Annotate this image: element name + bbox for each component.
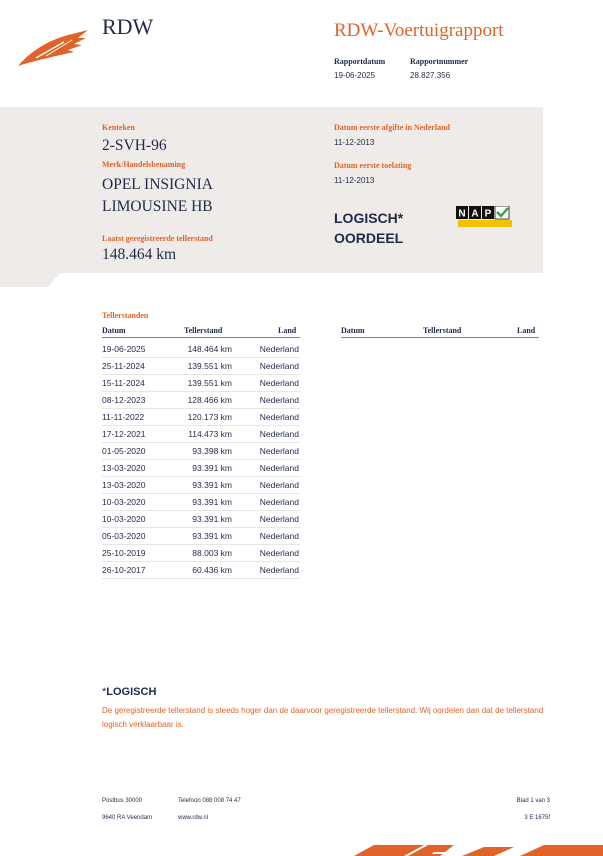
reading-date: 13-03-2020 bbox=[102, 463, 146, 473]
reading-date: 25-10-2019 bbox=[102, 548, 146, 558]
reading-country: Nederland bbox=[259, 480, 299, 490]
nap-letter-n: N bbox=[458, 208, 466, 220]
report-date-label: Rapportdatum bbox=[334, 57, 386, 66]
table-row bbox=[102, 476, 300, 494]
col-country-header-right: Land bbox=[517, 326, 536, 335]
table-row bbox=[102, 527, 300, 545]
verdict-line1: LOGISCH* bbox=[334, 210, 404, 226]
table-row bbox=[102, 374, 300, 392]
footer-phone: Telefoon 088 008 74 47 bbox=[178, 798, 241, 804]
table-row bbox=[102, 510, 300, 528]
note-text: De geregistreerde tellerstand is steeds hoger dan de daarvoor geregistreerde tellerstand. Wij oordelen dan dat de tellerstand logisch verklaarbaar is. bbox=[102, 706, 544, 729]
reading-country: Nederland bbox=[259, 429, 299, 439]
reading-country: Nederland bbox=[259, 378, 299, 388]
reading-country: Nederland bbox=[259, 514, 299, 524]
table-row bbox=[102, 425, 300, 443]
note-star: * bbox=[102, 686, 107, 698]
reading-country: Nederland bbox=[259, 446, 299, 456]
nap-logo-icon bbox=[456, 206, 514, 228]
reading-odometer: 139.551 km bbox=[187, 361, 232, 371]
report-number: 28.827.356 bbox=[410, 71, 451, 80]
plate-value: 2-SVH-96 bbox=[102, 137, 167, 154]
last-odometer-label: Laatst geregistreerde tellerstand bbox=[102, 234, 213, 243]
vehicle-summary-band bbox=[0, 107, 543, 273]
reading-odometer: 93.391 km bbox=[192, 497, 232, 507]
table-row bbox=[102, 459, 300, 477]
nap-letter-a: A bbox=[471, 208, 479, 220]
table-row bbox=[102, 544, 300, 562]
table-row bbox=[102, 391, 300, 409]
table-row bbox=[102, 442, 300, 460]
reading-country: Nederland bbox=[259, 395, 299, 405]
reading-odometer: 93.391 km bbox=[192, 514, 232, 524]
brand-name: RDW bbox=[102, 14, 154, 39]
reading-odometer: 114.473 km bbox=[188, 429, 232, 439]
table-row bbox=[102, 340, 300, 358]
footer-stripes-icon bbox=[344, 843, 603, 856]
reading-date: 17-12-2021 bbox=[102, 429, 146, 439]
col-country-header: Land bbox=[278, 326, 297, 335]
footer-web[interactable]: www.rdw.nl bbox=[178, 815, 209, 821]
make-value-line1: OPEL INSIGNIA bbox=[102, 176, 213, 193]
table-row bbox=[102, 561, 300, 579]
col-date-header-right: Datum bbox=[341, 326, 365, 335]
reading-country: Nederland bbox=[259, 565, 299, 575]
readings-title: Tellerstanden bbox=[102, 311, 149, 320]
reading-odometer: 93.391 km bbox=[192, 480, 232, 490]
reading-odometer: 148.464 km bbox=[187, 344, 232, 354]
header-rule-left bbox=[102, 337, 300, 338]
note-title bbox=[102, 686, 156, 698]
col-date-header: Datum bbox=[102, 326, 126, 335]
footer-address-line2: 9640 RA Veendam bbox=[102, 815, 153, 821]
footer-code: 3 E 1675f bbox=[524, 815, 550, 821]
note-title-text: LOGISCH bbox=[106, 686, 157, 698]
reading-date: 01-05-2020 bbox=[102, 446, 146, 456]
reading-odometer: 93.398 km bbox=[192, 446, 232, 456]
reading-date: 11-11-2022 bbox=[102, 412, 145, 422]
reading-country: Nederland bbox=[259, 531, 299, 541]
reading-odometer: 93.391 km bbox=[192, 463, 232, 473]
first-admission-value: 11-12-2013 bbox=[334, 176, 375, 185]
footer-address-line1: Postbus 30000 bbox=[102, 798, 143, 804]
reading-country: Nederland bbox=[259, 361, 299, 371]
report-date: 19-06-2025 bbox=[334, 71, 375, 80]
report-title: RDW-Voertuigrapport bbox=[334, 20, 504, 41]
reading-odometer: 88.003 km bbox=[192, 548, 232, 558]
footer-page: Blad 1 van 3 bbox=[516, 798, 550, 804]
first-nl-value: 11-12-2013 bbox=[334, 138, 375, 147]
header-rule-right bbox=[341, 337, 539, 338]
reading-country: Nederland bbox=[259, 463, 299, 473]
rdw-logo-icon bbox=[16, 28, 90, 68]
first-nl-label: Datum eerste afgifte in Nederland bbox=[334, 123, 450, 132]
table-row bbox=[102, 493, 300, 511]
table-row bbox=[102, 408, 300, 426]
reading-date: 13-03-2020 bbox=[102, 480, 146, 490]
last-odometer-value: 148.464 km bbox=[102, 246, 177, 263]
reading-country: Nederland bbox=[259, 548, 299, 558]
report-number-label: Rapportnummer bbox=[410, 57, 469, 66]
verdict-line2: OORDEEL bbox=[334, 230, 404, 246]
reading-date: 05-03-2020 bbox=[102, 531, 146, 541]
make-label: Merk/Handelsbenaming bbox=[102, 160, 186, 169]
col-odometer-header-right: Tellerstand bbox=[423, 326, 462, 335]
col-odometer-header: Tellerstand bbox=[184, 326, 223, 335]
nap-letter-p: P bbox=[484, 208, 492, 220]
reading-date: 15-11-2024 bbox=[102, 378, 145, 388]
reading-odometer: 120.173 km bbox=[187, 412, 232, 422]
first-admission-label: Datum eerste toelating bbox=[334, 161, 412, 170]
reading-country: Nederland bbox=[259, 412, 299, 422]
reading-odometer: 139.551 km bbox=[187, 378, 232, 388]
reading-country: Nederland bbox=[259, 497, 299, 507]
reading-date: 25-11-2024 bbox=[102, 361, 145, 371]
reading-date: 10-03-2020 bbox=[102, 514, 146, 524]
table-row bbox=[102, 357, 300, 375]
reading-date: 26-10-2017 bbox=[102, 565, 146, 575]
reading-date: 08-12-2023 bbox=[102, 395, 146, 405]
reading-odometer: 128.466 km bbox=[187, 395, 232, 405]
make-value-line2: LIMOUSINE HB bbox=[102, 198, 213, 215]
verdict bbox=[334, 208, 403, 248]
reading-odometer: 60.436 km bbox=[192, 565, 232, 575]
reading-date: 19-06-2025 bbox=[102, 344, 146, 354]
reading-country: Nederland bbox=[259, 344, 299, 354]
plate-label: Kenteken bbox=[102, 123, 135, 132]
reading-odometer: 93.391 km bbox=[192, 531, 232, 541]
reading-date: 10-03-2020 bbox=[102, 497, 146, 507]
band-tail bbox=[0, 273, 60, 287]
